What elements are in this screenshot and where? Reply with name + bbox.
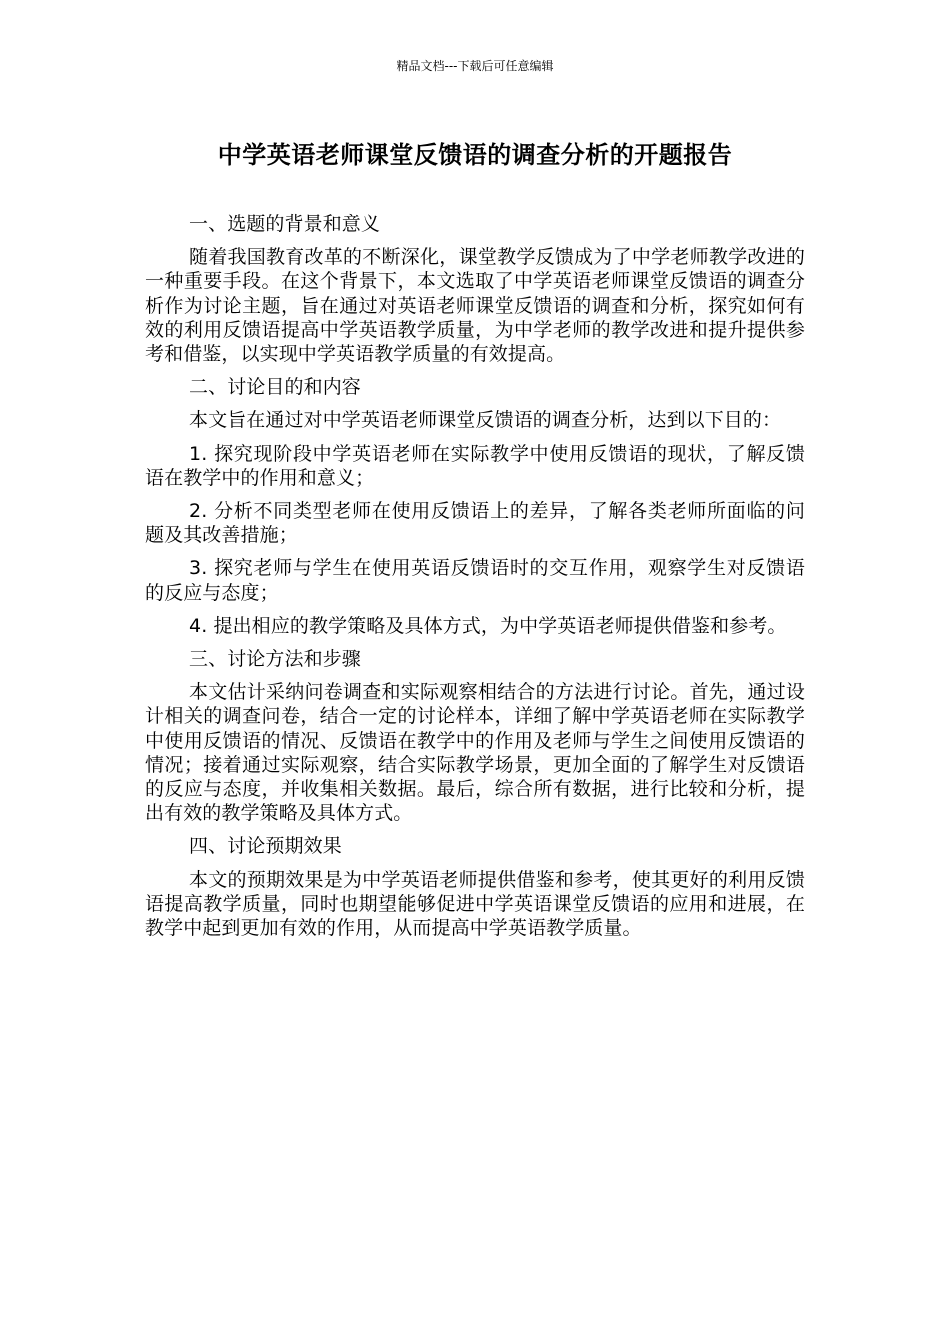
header-note: 精品文档---下载后可任意编辑 <box>396 59 554 73</box>
section-heading-background: 一、选题的背景和意义 <box>189 213 381 235</box>
list-item-purpose-2: 2. 分析不同类型老师在使用反馈语上的差异，了解各类老师所面临的问题及其改善措施； <box>145 500 805 547</box>
list-item-purpose-4: 4. 提出相应的教学策略及具体方式，为中学英语老师提供借鉴和参考。 <box>189 614 787 637</box>
section-heading-method: 三、讨论方法和步骤 <box>189 648 361 671</box>
section-heading-expected-effect: 四、讨论预期效果 <box>189 835 342 858</box>
list-item-purpose-3: 3. 探究老师与学生在使用英语反馈语时的交互作用，观察学生对反馈语的反应与态度； <box>145 557 805 604</box>
document-title: 中学英语老师课堂反馈语的调查分析的开题报告 <box>217 141 733 169</box>
paragraph-method: 本文估计采纳问卷调查和实际观察相结合的方法进行讨论。首先，通过设计相关的调查问卷，结合一定的讨论样本，详细了解中学英语老师在实际教学中使用反馈语的情况、反馈语在教学中的作用及老师与学生之间使用反馈语的情况；接着通过实际观察，结合实际教学场景，更加全面的了解学生对反馈语的反应与态度，并收集相关数据。最后，综合所有数据，进行比较和分析，提出有效的教学策略及具体方式。 <box>145 681 805 825</box>
list-item-purpose-1: 1. 探究现阶段中学英语老师在实际教学中使用反馈语的现状，了解反馈语在教学中的作用和意义； <box>145 442 805 489</box>
section-heading-purpose: 二、讨论目的和内容 <box>189 376 361 399</box>
paragraph-purpose-intro: 本文旨在通过对中学英语老师课堂反馈语的调查分析，达到以下目的： <box>189 409 782 432</box>
paragraph-expected-effect: 本文的预期效果是为中学英语老师提供借鉴和参考，使其更好的利用反馈语提高教学质量，同时也期望能够促进中学英语课堂反馈语的应用和进展，在教学中起到更加有效的作用，从而提高中学英语教学质量。 <box>145 868 805 940</box>
document-body <box>145 212 805 949</box>
paragraph-background: 随着我国教育改革的不断深化，课堂教学反馈成为了中学老师教学改进的一种重要手段。在这个背景下，本文选取了中学英语老师课堂反馈语的调查分析作为讨论主题，旨在通过对英语老师课堂反馈语的调查和分析，探究如何有效的利用反馈语提高中学英语教学质量，为中学老师的教学改进和提升提供参考和借鉴，以实现中学英语教学质量的有效提高。 <box>145 246 805 366</box>
